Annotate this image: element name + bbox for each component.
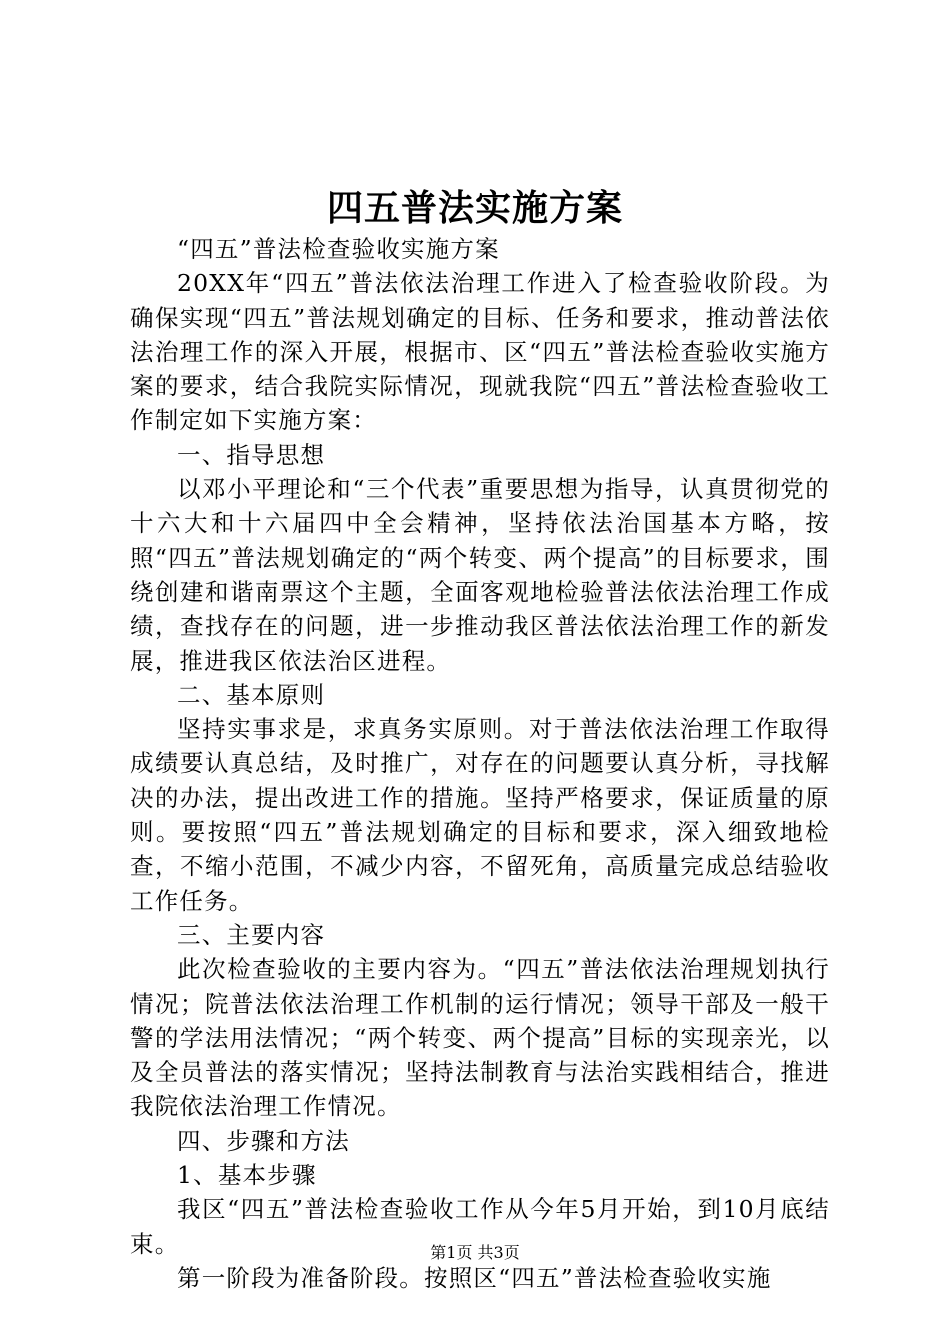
section-heading-basic-principles: 二、基本原则 — [177, 680, 326, 709]
section-heading-steps-methods: 四、步骤和方法 — [177, 1126, 350, 1155]
subtitle-paragraph: “四五”普法检查验收实施方案 — [177, 235, 500, 263]
intro-paragraph: 20XX年“四五”普法依法治理工作进入了检查验收阶段。为确保实现“四五”普法规划确定的目标、任务和要求，推动普法依法治理工作的深入开展，根据市、区“四五”普法检查验收实施方案的要求，结合我院实际情况，现就我院“四五”普法检查验收工作制定如下实施方案： — [130, 269, 830, 435]
document-body — [130, 232, 830, 1295]
subsection-heading-basic-steps: 1、基本步骤 — [177, 1161, 317, 1190]
page-footer: 第1页 共3页 — [430, 1243, 520, 1262]
section-heading-main-content: 三、主要内容 — [177, 920, 326, 949]
main-content-paragraph: 此次检查验收的主要内容为。“四五”普法依法治理规划执行情况；院普法依法治理工作机制的运行情况；领导干部及一般干警的学法用法情况；“两个转变、两个提高”目标的实现亲光，以及全员普法的落实情况；坚持法制教育与法治实践相结合，推进我院依法治理工作情况。 — [130, 955, 830, 1121]
guiding-thought-paragraph: 以邓小平理论和“三个代表”重要思想为指导，认真贯彻党的十六大和十六届四中全会精神，坚持依法治国基本方略，按照“四五”普法规划确定的“两个转变、两个提高”的目标要求，围绕创建和谐南票这个主题，全面客观地检验普法依法治理工作成绩，查找存在的问题，进一步推动我区普法依法治理工作的新发展，推进我区依法治区进程。 — [130, 475, 830, 675]
document-title: 四五普法实施方案 — [326, 187, 623, 229]
phase-one-paragraph: 第一阶段为准备阶段。按照区“四五”普法检查验收实施 — [177, 1263, 772, 1292]
section-heading-guiding-thought: 一、指导思想 — [177, 440, 326, 469]
basic-principles-paragraph: 坚持实事求是，求真务实原则。对于普法依法治理工作取得成绩要认真总结，及时推广，对存在的问题要认真分析，寻找解决的办法，提出改进工作的措施。坚持严格要求，保证质量的原则。要按照“四五”普法规划确定的目标和要求，深入细致地检查，不缩小范围，不减少内容，不留死角，高质量完成总结验收工作任务。 — [130, 715, 830, 915]
schedule-paragraph: 我区“四五”普法检查验收工作从今年5月开始，到10月底结束。 — [130, 1195, 830, 1258]
